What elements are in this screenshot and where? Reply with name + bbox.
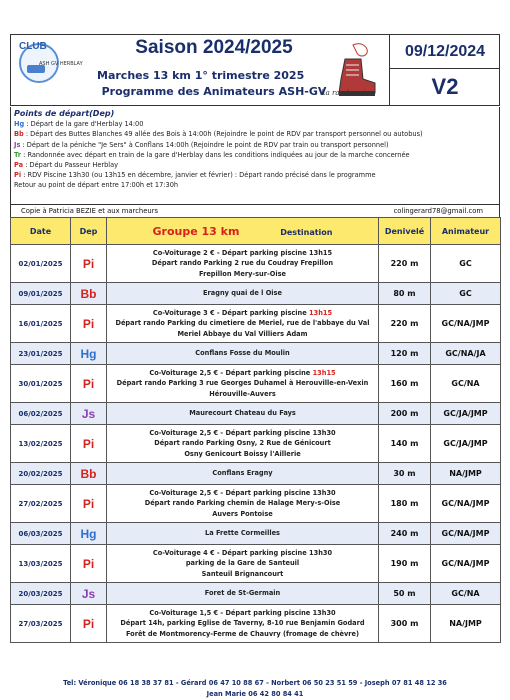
copy-recipients: Copie à Patricia BEZIE et aux marcheurs (21, 207, 159, 215)
row-departure-code: Pi (71, 245, 107, 283)
table-row (11, 583, 501, 605)
table-row (11, 523, 501, 545)
table-row (11, 463, 501, 485)
destination-line-text: Auvers Pontoise (212, 509, 273, 518)
departure-description: : Départ de la péniche "Je Sers" à Conflans 14:00h (Rejoindre le point de RDV par train ou transport personnel) (20, 140, 389, 149)
row-date: 27/02/2025 (11, 485, 71, 523)
row-departure-code: Pi (71, 485, 107, 523)
row-denivele: 80 m (379, 283, 431, 305)
destination-line-text: Co-Voiturage 2,5 € - Départ parking piscine 13h30 (149, 428, 336, 437)
header (10, 34, 500, 106)
col-header-denivele: Denivelé (379, 218, 431, 245)
row-destination (107, 545, 379, 583)
row-denivele: 50 m (379, 583, 431, 605)
table-row (11, 365, 501, 403)
row-departure-code: Pi (71, 605, 107, 643)
destination-line-text: Départ rando Parking Osny, 2 Rue de Génicourt (154, 439, 331, 448)
table-header-row (11, 218, 501, 245)
row-destination (107, 245, 379, 283)
row-animateur: GC/NA/JMP (431, 485, 501, 523)
row-departure-code: Pi (71, 425, 107, 463)
row-animateur: GC (431, 245, 501, 283)
program-subtitle: Programme des Animateurs ASH-GV (101, 85, 327, 98)
destination-line (107, 488, 378, 499)
row-date: 20/03/2025 (11, 583, 71, 605)
departure-points-title: Points de départ(Dep) (14, 109, 115, 118)
table-row (11, 605, 501, 643)
destination-line-text: Co-Voiturage 2,5 € - Départ parking piscine (149, 368, 313, 377)
destination-line-text: Départ rando Parking 3 rue Georges Duhamel à Herouville-en-Vexin (116, 379, 369, 388)
destination-line (107, 389, 378, 400)
destination-line (107, 258, 378, 269)
row-animateur: GC/JA/JMP (431, 403, 501, 425)
row-animateur: GC/JA/JMP (431, 425, 501, 463)
document-date: 09/12/2024 (389, 35, 500, 69)
destination-line (107, 329, 378, 340)
destination-line (107, 608, 378, 619)
contact-footer (10, 678, 500, 700)
row-departure-code: Pi (71, 365, 107, 403)
departure-description: : RDV Piscine 13h30 (ou 13h15 en décembre, janvier et février) : Départ rando précisé dans le programme (21, 171, 376, 180)
destination-line (107, 468, 378, 479)
destination-line (107, 498, 378, 509)
destination-line-text: La Frette Cormeilles (205, 529, 280, 538)
destination-line (107, 588, 378, 599)
destination-line-text: Conflans Eragny (212, 469, 273, 478)
row-denivele: 240 m (379, 523, 431, 545)
row-destination (107, 485, 379, 523)
table-row (11, 545, 501, 583)
table-row (11, 425, 501, 463)
row-departure-code: Js (71, 583, 107, 605)
destination-line (107, 318, 378, 329)
document-version: V2 (389, 69, 500, 105)
footer-phones: Tel: Véronique 06 18 38 37 81 - Gérard 06 47 10 88 67 - Norbert 06 50 23 51 59 - Joseph 07 81 48 12 36 (63, 679, 447, 687)
walks-subtitle: Marches 13 km 1° trimestre 2025 (97, 69, 305, 82)
group-label: Groupe 13 km (152, 224, 240, 238)
row-departure-code: Pi (71, 545, 107, 583)
destination-line (107, 248, 378, 259)
season-title: Saison 2024/2025 (135, 37, 293, 58)
row-denivele: 300 m (379, 605, 431, 643)
destination-line-text: Départ 14h, parking Eglise de Taverny, 8-10 rue Benjamin Godard (120, 619, 365, 628)
destination-line (107, 438, 378, 449)
row-date: 23/01/2025 (11, 343, 71, 365)
row-denivele: 190 m (379, 545, 431, 583)
row-destination (107, 583, 379, 605)
row-denivele: 120 m (379, 343, 431, 365)
destination-line (107, 308, 378, 319)
row-departure-code: Bb (71, 283, 107, 305)
table-row (11, 403, 501, 425)
contact-email[interactable]: colingerard78@gmail.com (393, 207, 483, 215)
destination-line (107, 558, 378, 569)
row-date: 13/02/2025 (11, 425, 71, 463)
destination-line-text: Osny Genicourt Boissy l'Aillerie (184, 449, 301, 458)
destination-line-text: parking de la Gare de Santeuil (185, 559, 300, 568)
row-departure-code: Hg (71, 343, 107, 365)
destination-line (107, 548, 378, 559)
destination-line-text: Conflans Fosse du Moulin (195, 349, 290, 358)
row-destination (107, 403, 379, 425)
departure-description: : Départ de la gare d'Herblay 14:00 (24, 120, 144, 129)
row-destination (107, 283, 379, 305)
copy-row (10, 205, 500, 217)
row-denivele: 160 m (379, 365, 431, 403)
col-header-dep: Dep (71, 218, 107, 245)
departure-code: Pa (14, 161, 24, 170)
destination-line-text: Meriel Abbaye du Val Villiers Adam (177, 329, 308, 338)
departure-code: Tr (14, 150, 22, 159)
schedule-table (10, 217, 500, 643)
row-destination (107, 425, 379, 463)
destination-line (107, 449, 378, 460)
row-animateur: NA/JMP (431, 463, 501, 485)
departure-point-line (14, 170, 496, 180)
destination-line (107, 528, 378, 539)
club-logo (13, 37, 85, 103)
departure-points (10, 107, 500, 205)
departure-point-line (14, 140, 496, 150)
destination-line (107, 629, 378, 640)
row-denivele: 140 m (379, 425, 431, 463)
destination-line-text: Co-Voiturage 1,5 € - Départ parking piscine 13h30 (149, 608, 336, 617)
departure-point-line (14, 129, 496, 139)
destination-line-text: Départ rando Parking chemin de Halage Mery-s-Oise (144, 499, 341, 508)
row-animateur: GC/NA/JA (431, 343, 501, 365)
col-header-animateur: Animateur (431, 218, 501, 245)
row-date: 09/01/2025 (11, 283, 71, 305)
destination-line-text: Co-Voiturage 4 € - Départ parking piscine 13h30 (152, 548, 333, 557)
destination-line (107, 378, 378, 389)
table-row (11, 245, 501, 283)
row-denivele: 30 m (379, 463, 431, 485)
destination-line-text: Santeuil Brignancourt (201, 569, 284, 578)
title-block (89, 35, 339, 105)
row-animateur: GC/NA (431, 365, 501, 403)
destination-line (107, 288, 378, 299)
logo-club-text: CLUB (19, 41, 47, 52)
destination-line-text: Frepillon Mery-sur-Oise (198, 269, 287, 278)
departure-description: : Départ du Passeur Herblay (23, 161, 119, 170)
destination-line-text: Maurecourt Chateau du Fays (189, 409, 296, 418)
row-destination (107, 523, 379, 545)
destination-line-text: Départ rando Parking 2 rue du Coudray Frepillon (151, 259, 334, 268)
destination-line-text: Hérouville-Auvers (209, 389, 276, 398)
departure-code: Pi (14, 171, 22, 180)
highlight-time: 13h15 (309, 308, 333, 317)
departure-code: Bb (14, 130, 24, 139)
row-date: 06/03/2025 (11, 523, 71, 545)
footer-phones-extra: Jean Marie 06 42 80 84 41 (206, 690, 304, 698)
row-date: 27/03/2025 (11, 605, 71, 643)
destination-line (107, 408, 378, 419)
row-animateur: GC/NA/JMP (431, 523, 501, 545)
row-departure-code: Js (71, 403, 107, 425)
row-animateur: NA/JMP (431, 605, 501, 643)
departure-code: Js (14, 140, 21, 149)
row-denivele: 220 m (379, 305, 431, 343)
destination-line-text: Co-Voiturage 2,5 € - Départ parking piscine 13h30 (149, 488, 336, 497)
departure-code: Hg (14, 120, 25, 129)
departure-description: Retour au point de départ entre 17:00h et 17:30h (14, 181, 179, 190)
row-animateur: GC/NA/JMP (431, 545, 501, 583)
row-destination (107, 605, 379, 643)
logo-sub-text: ASH GV HERBLAY (39, 61, 83, 67)
table-row (11, 343, 501, 365)
row-denivele: 200 m (379, 403, 431, 425)
table-row (11, 305, 501, 343)
destination-line (107, 269, 378, 280)
destination-line-text: Co-Voiturage 2 € - Départ parking piscine 13h15 (152, 248, 333, 257)
row-date: 30/01/2025 (11, 365, 71, 403)
table-row (11, 283, 501, 305)
row-date: 13/03/2025 (11, 545, 71, 583)
destination-line (107, 368, 378, 379)
departure-point-line (14, 150, 496, 160)
row-departure-code: Bb (71, 463, 107, 485)
row-destination (107, 463, 379, 485)
row-animateur: GC (431, 283, 501, 305)
row-animateur: GC/NA (431, 583, 501, 605)
row-departure-code: Pi (71, 305, 107, 343)
row-date: 02/01/2025 (11, 245, 71, 283)
col-header-destination (107, 218, 379, 245)
destination-line (107, 428, 378, 439)
destination-line-text: Eragny quai de l Oise (203, 289, 282, 298)
table-row (11, 485, 501, 523)
row-date: 20/02/2025 (11, 463, 71, 485)
destination-line-text: Co-Voiturage 3 € - Départ parking piscine (152, 308, 310, 317)
row-date: 16/01/2025 (11, 305, 71, 343)
destination-label: Destination (280, 227, 333, 237)
row-destination (107, 365, 379, 403)
highlight-time: 13h15 (312, 368, 336, 377)
destination-line-text: Forêt de Montmorency-Ferme de Chauvry (fromage de chèvre) (125, 629, 360, 638)
row-destination (107, 305, 379, 343)
destination-line-text: Départ rando Parking du cimetiere de Meriel, rue de l'abbaye du Val (115, 319, 370, 328)
destination-line (107, 509, 378, 520)
boot-caption: La randonnée (321, 89, 371, 97)
destination-line-text: Foret de St-Germain (204, 589, 281, 598)
departure-point-line (14, 180, 496, 190)
departure-point-line (14, 160, 496, 170)
col-header-date: Date (11, 218, 71, 245)
row-departure-code: Hg (71, 523, 107, 545)
row-destination (107, 343, 379, 365)
departure-point-line (14, 119, 496, 129)
row-animateur: GC/NA/JMP (431, 305, 501, 343)
destination-line (107, 618, 378, 629)
departure-description: : Départ des Buttes Blanches 49 allée des Bois à 14:00h (Rejoindre le point de RDV par transport personnel ou autobus) (23, 130, 423, 139)
destination-line (107, 569, 378, 580)
departure-description: : Randonnée avec départ en train de la gare d'Herblay dans les conditions indiquées au jour de la marche concernée (21, 150, 410, 159)
row-denivele: 180 m (379, 485, 431, 523)
destination-line (107, 348, 378, 359)
row-denivele: 220 m (379, 245, 431, 283)
row-date: 06/02/2025 (11, 403, 71, 425)
